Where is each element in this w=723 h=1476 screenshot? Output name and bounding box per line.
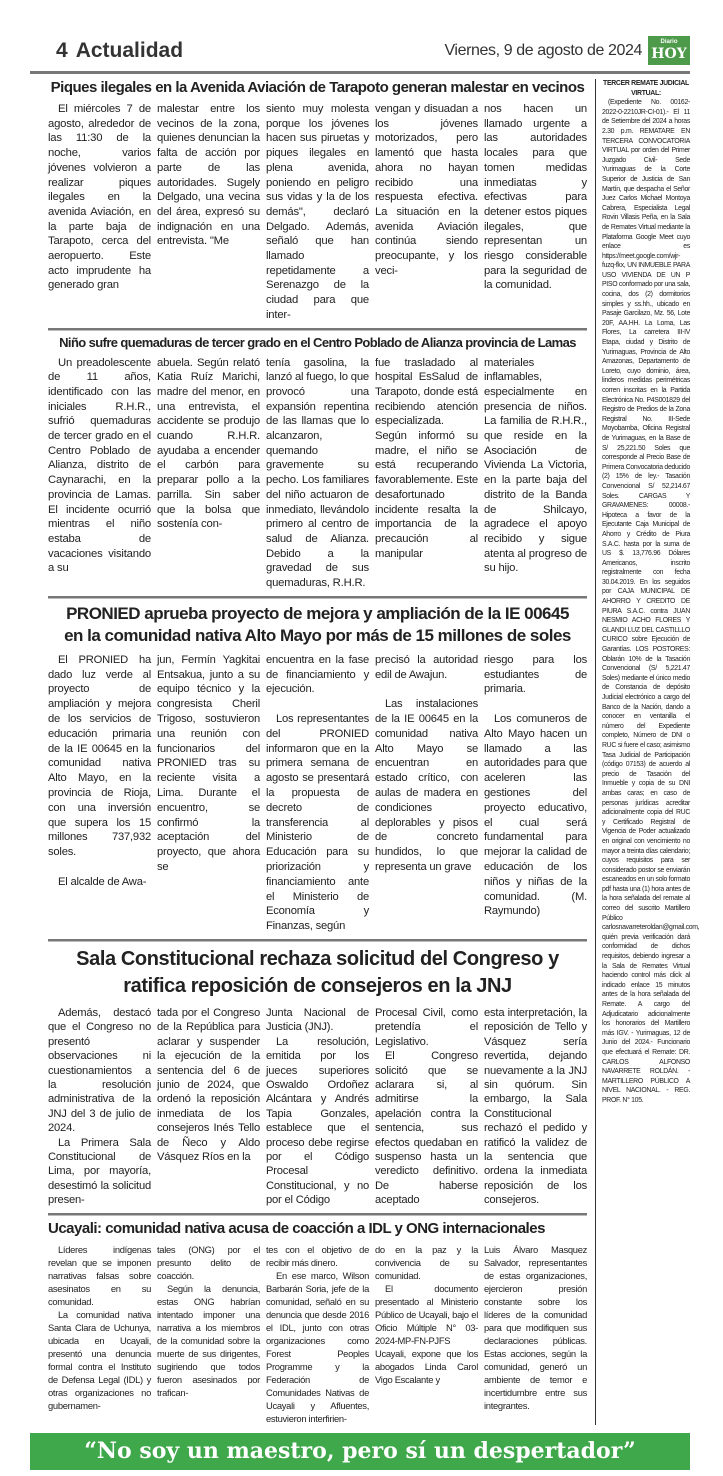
article-paragraph: Los representantes del PRONIED informaron que en la primera semana de agosto se presentará la propuesta de decreto de transferencia al Ministerio de Educación para su priorización y financiamiento ante el Ministerio de Economía y Finanzas, según xyxy=(266,712,369,933)
article-paragraph: El documento presentado al Ministerio Público de Ucayali, bajo el Oficio Múltiple N° 03-2024-MP-FN-PJFS Ucayali, expone que los abogados Linda Carol Vigo Escalante y xyxy=(375,1282,478,1385)
article-column xyxy=(157,653,260,934)
headline-line: ratifica reposición de consejeros en la JNJ xyxy=(123,974,512,997)
article-divider xyxy=(48,328,587,331)
article-column xyxy=(375,102,478,323)
article-paragraph: materiales inflamables, especialmente en presencia de niños. La familia de R.H.R., que reside en la Asociación de Vivienda La Victoria, en la parte baja del distrito de la Banda de Shilcayo, agradece el apoyo recibido y sigue atenta al progreso de su hijo. xyxy=(484,356,587,575)
article-column xyxy=(157,1243,260,1425)
section-label xyxy=(56,39,183,63)
logo-main-text: HOY xyxy=(651,46,687,62)
article-paragraph: tada por el Congreso de la República para aclarar y suspender la ejecución de la sentencia del 6 de junio de 2024, que ordenó la reposición inmediata de los consejeros Inés Tello de Ñeco y Aldo Vásquez Ríos en la xyxy=(157,1006,260,1163)
article-column xyxy=(266,356,369,591)
article-body xyxy=(48,1006,587,1208)
article-paragraph: tales (ONG) por el presunto delito de coacción. xyxy=(157,1243,260,1281)
headline-line: en la comunidad nativa Alto Mayo por más de 15 millones de soles xyxy=(64,625,571,645)
article-body xyxy=(48,653,587,934)
article-paragraph: precisó la autoridad edil de Awajun. xyxy=(375,653,478,681)
article-paragraph: Las instalaciones de la IE 00645 en la comunidad nativa Alto Mayo se encuentran en estado crítico, con aulas de madera en condiciones deplorables y pisos de concreto hundidos, lo que representa un grave xyxy=(375,698,478,873)
article-divider xyxy=(48,939,587,942)
article-paragraph: El alcalde de Awa- xyxy=(58,875,147,888)
article-body xyxy=(48,356,587,591)
article-headline xyxy=(48,946,587,1000)
article-paragraph: El PRONIED ha dado luz verde al proyecto de ampliación y mejora de los servicios de educación primaria de la IE 00645 en la comunidad nativa Alto Mayo, en la provincia de Rioja, con una inversión que supera los 15 millones 737,932 soles. xyxy=(48,653,151,859)
article-headline xyxy=(48,1220,587,1237)
article-column xyxy=(266,1243,369,1425)
article-column xyxy=(484,653,587,934)
article-paragraph: Según la denuncia, estas ONG habrían intentado imponer una narrativa a los miembros de la comunidad sobre la muerte de sus dirigentes, sugiriendo que todos fueron asesinados por trafican- xyxy=(157,1282,260,1398)
article-column xyxy=(375,356,478,591)
article-body xyxy=(48,1243,587,1425)
article-body xyxy=(48,102,587,323)
article-column xyxy=(375,1243,478,1425)
article-column xyxy=(266,653,369,934)
article-headline xyxy=(48,79,587,96)
article-paragraph: Además, destacó que el Congreso no presentó observaciones ni cuestionamientos a la resolución administrativa de la JNJ del 3 de julio de 2024. xyxy=(48,1006,151,1135)
articles-area xyxy=(30,79,595,1425)
headline-line: PRONIED aprueba proyecto de mejora y ampliación de la IE 00645 xyxy=(66,603,569,623)
legal-notice-body: (Expediente No. 00162-2022-0-2210JR-CI-01).- El 11 de Setiembre del 2024 a horas 2.30 p.m. REMATARE EN TERCERA CONVOCATORIA VIRTUAL por orden del Primer Juzgado Civil- Sede Yurimaguas de la Corte Superior de Justicia de San Martín, que despacha el Señor Juez Carlos Michael Montoya Cabrera, Especialista Legal Rovin Villasis Peña, en la Sala de Remates Virtual mediante la Plataforma Google Meet cuyo enlace es https://meet.google.com/wjr-fuzq-fkx, UN INMUEBLE PARA USO VIVIENDA DE UN P PISO conformado por una sala, cocina, dos (2) dormitorios simples y ss.hh., ubicado en Pasaje Garcilazo, Mz. 56, Lote 20F, AA.HH. La Loma, Las Flores, La carretera III-IV Etapa, ciudad y Distrito de Yurimaguas, Provincia de Alto Amazonas, Departamento de Loreto, cuyo dominio, área, linderos medidas perimétricas corren inscritas en la Partida Electrónica No. P4S001829 del Registro de Predios de la Zona Registral No. III-Sede Moyobamba, Oficina Registral de Yurimaguas, en la Base de S/ 25,221.50 Soles que corresponde al Precio Base de Primera Convocatoria deducido (2) 15% de ley.- Tasación Convencional S/ 52,214.67 Soles. CARGAS Y GRAVAMENES: 00008.- Hipoteca a favor de la Ejecutante Caja Municipal de Ahorro y Crédito de Piura S.A.C. hasta por la suma de US $. 13,776.96 Dólares Americanos, inscrito registralmente con fecha 30.04.2019. En los seguidos por CAJA MUNICIPAL DE AHORRO Y CREDITO DE PIURA S.A.C. contra JUAN NESMIO ACHO FLORES Y GLANDI LUZ DEL CASTILLLO CURICO sobre Ejecución de Garantías. LOS POSTORES: Oblarán 10% de la Tasación Convencional (S/ 5,221.47 Soles) mediante el único medio de Constancia de depósito Judicial electrónico a cargo del Banco de la Nación, dando a conocer en ventanilla el número del Expediente completo, Número de DNI o RUC si fuere el caso; asimismo Tasa Judicial de Participación (código 07153) de acuerdo al precio de Tasación del Inmueble y copia de su DNI ambas caras; en caso de personas jurídicas acreditar adicionalmente copia del RUC y Certificado Registral de Vigencia de Poder actualizado en original con vencimiento no mayor a treinta días calendario; cuyos requisitos para ser considerado postor se enviarán escaneados en un solo formato pdf hasta una (1) hora antes de la hora señalada del remate al correo del suscrito Martillero Público carlosnavarreteroldan@gmail.com, quién previa verificación dará conformidad de dichos requisitos, debiendo ingresar a la Sala de Remates Virtual haciendo control más click al indicado enlace 15 minutos antes de la hora señalada del Remate. A cargo del Adjudicatario adicionalmente los honorarios del Martillero más IGV. - Yurimaguas, 12 de Junio del 2024.- Funcionario que efectuará el Remate: DR. CARLOS ALFONSO NAVARRETE ROLDÁN. - MARTILLERO PÚBLICO A NIVEL NACIONAL. - REG. PROF. N° 105. xyxy=(602,99,700,1104)
article-column xyxy=(375,1006,478,1208)
article-column xyxy=(484,1006,587,1208)
article-paragraph: El miércoles 7 de agosto, alrededor de las 11:30 de la noche, varios jóvenes volvieron a realizar piques ilegales en la avenida Aviación, en la parte baja de Tarapoto, cerca del aeropuerto. Este acto imprudente ha generado gran xyxy=(48,103,151,292)
article-paragraph: Líderes indígenas revelan que se imponen narrativas falsas sobre asesinatos en su comunidad. xyxy=(48,1243,151,1307)
article-paragraph: tes con el objetivo de recibir más dinero. xyxy=(266,1243,369,1268)
article-column xyxy=(484,356,587,591)
article-divider xyxy=(48,1213,587,1216)
article-paragraph: nos hacen un llamado urgente a las autoridades locales para que tomen medidas inmediatas y efectivas para detener estos piques ilegales, que representan un riesgo considerable para la seguridad de la comunidad. xyxy=(484,103,587,292)
headline-line: Sala Constitucional rechaza solicitud del Congreso y xyxy=(76,947,559,970)
article-column xyxy=(48,653,151,934)
article-column xyxy=(48,1006,151,1208)
article-paragraph: Junta Nacional de Justicia (JNJ). xyxy=(266,1006,369,1034)
article-headline xyxy=(48,603,587,647)
article-column xyxy=(48,102,151,323)
article-column xyxy=(48,1243,151,1425)
article-column xyxy=(484,1243,587,1425)
article-column xyxy=(484,102,587,323)
legal-notice-title: TERCER REMATE JUDICIAL VIRTUAL: xyxy=(603,80,689,97)
article-column xyxy=(157,356,260,591)
article-column xyxy=(266,1006,369,1208)
quote-banner: “No soy un maestro, pero sí un despertador” xyxy=(30,1433,690,1470)
headline-line: Ucayali: comunidad nativa acusa de coacción a IDL y ONG internacionales xyxy=(48,1219,545,1237)
article-divider xyxy=(48,596,587,599)
headline-line: Piques ilegales en la Avenida Aviación de Tarapoto generan malestar en vecinos xyxy=(50,79,585,96)
article-paragraph: fue trasladado al hospital EsSalud de Tarapoto, donde está recibiendo atención especializada. Según informó su madre, el niño se está recuperando favorablemente. Este desafortunado incidente resalta la importancia de la precaución al manipular xyxy=(375,356,478,560)
article-column xyxy=(266,102,369,323)
article-paragraph: tenía gasolina, la lanzó al fuego, lo que provocó una expansión repentina de las llamas que lo alcanzaron, quemando gravemente su pecho. Los familiares del niño actuaron de inmediato, llevándolo primero al centro de salud de Alianza. Debido a la gravedad de sus quemaduras, R.H.R. xyxy=(266,356,370,590)
logo-top-text: Diario xyxy=(660,39,678,45)
article-paragraph: Un preadolescente de 11 años, identificado con las iniciales R.H.R., sufrió quemaduras de tercer grado en el Centro Poblado de Alianza, distrito de Caynarachi, en la provincia de Lamas. El incidente ocurrió mientras el niño estaba de vacaciones visitando a su xyxy=(48,356,151,575)
article-paragraph: do en la paz y la convivencia de su comunidad. xyxy=(375,1243,478,1281)
article-paragraph: En ese marco, Wilson Barbarán Soria, jefe de la comunidad, señaló en su denuncia que desde 2016 el IDL, junto con otras organizaciones como Forest Peoples Programme y la Federación de Comunidades Nativas de Ucayali y Afluentes, estuvieron interfirien- xyxy=(266,1269,369,1424)
header-divider xyxy=(30,71,690,74)
main-content xyxy=(30,79,700,1425)
article-paragraph: Los comuneros de Alto Mayo hacen un llamado a las autoridades para que aceleren las gestiones del proyecto educativo, el cual será fundamental para mejorar la calidad de educación de los niños y niñas de la comunidad. (M. Raymundo) xyxy=(484,712,587,918)
page-number: 4 xyxy=(56,38,68,62)
legal-notice xyxy=(595,79,700,1425)
article-paragraph: La Primera Sala Constitucional de Lima, por mayoría, desestimó la solicitud presen- xyxy=(48,1136,151,1207)
article-paragraph: encuentra en la fase de financiamiento y ejecución. xyxy=(266,653,369,696)
headline-line: Niño sufre quemaduras de tercer grado en el Centro Poblado de Alianza provincia de Lamas xyxy=(59,334,576,350)
article-paragraph: La comunidad nativa Santa Clara de Uchunya, ubicada en Ucayali, presentó una denuncia formal contra el Instituto de Defensa Legal (IDL) y otras organizaciones no gubernamen- xyxy=(48,1308,151,1411)
article-paragraph: Luis Álvaro Masquez Salvador, representantes de estas organizaciones, ejercieron presión constante sobre los líderes de la comunidad para que modifiquen sus declaraciones públicas. Estas acciones, según la comunidad, generó un ambiente de temor e incertidumbre entre sus integrantes. xyxy=(484,1243,587,1411)
article-column xyxy=(157,102,260,323)
article-column xyxy=(375,653,478,934)
article-column xyxy=(48,356,151,591)
article-paragraph: La resolución, emitida por los jueces superiores Oswaldo Ordoñez Alcántara y Andrés Tapia Gonzales, establece que el proceso debe regirse por el Código Procesal Constitucional, y no por el Código xyxy=(266,1035,369,1207)
article-headline xyxy=(48,335,587,350)
newspaper-logo xyxy=(648,36,690,65)
article-paragraph: esta interpretación, la reposición de Tello y Vásquez sería revertida, dejando nuevamente a la JNJ sin quórum. Sin embargo, la Sala Constitucional rechazó el pedido y ratificó la validez de la sentencia que ordena la inmediata reposición de los consejeros. xyxy=(484,1006,587,1207)
page-header xyxy=(30,36,690,69)
article-paragraph: vengan y disuadan a los jóvenes motorizados, pero lamentó que hasta ahora no hayan recibido una respuesta efectiva. La situación en la avenida Aviación continúa siendo preocupante, y los veci- xyxy=(375,103,478,277)
article-paragraph: riesgo para los estudiantes de primaria. xyxy=(484,653,587,696)
issue-date: Viernes, 9 de agosto de 2024 xyxy=(444,41,642,59)
article-paragraph: Procesal Civil, como pretendía el Legislativo. xyxy=(375,1006,478,1048)
article-paragraph: jun, Fermín Yagkitai Entsakua, junto a su equipo técnico y la congresista Cheril Trigoso, sostuvieron una reunión con funcionarios del PRONIED tras su reciente visita a Lima. Durante el encuentro, se confirmó la aceptación del proyecto, que ahora se xyxy=(157,653,260,873)
article-paragraph: siento muy molesta porque los jóvenes hacen sus piruetas y piques ilegales en plena avenida, poniendo en peligro sus vidas y la de los demás", declaró Delgado. Además, señaló que han llamado repetidamente a Serenazgo de la ciudad para que inter- xyxy=(266,103,369,321)
header-right xyxy=(444,36,690,65)
article-column xyxy=(157,1006,260,1208)
article-paragraph: El Congreso solicitó que se aclarara si, al admitirse la apelación contra la sentencia, sus efectos quedaban en suspenso hasta un veredicto definitivo. De haberse aceptado xyxy=(375,1050,478,1207)
article-paragraph: abuela. Según relató Katia Ruíz Marichi, madre del menor, en una entrevista, el accidente se produjo cuando R.H.R. ayudaba a encender el carbón para preparar pollo a la parrilla. Sin saber que la bolsa que sostenía con- xyxy=(157,356,260,531)
article-paragraph: malestar entre los vecinos de la zona, quienes denuncian la falta de acción por parte de las autoridades. Sugely Delgado, una vecina del área, expresó su indignación en una entrevista. "Me xyxy=(157,103,260,248)
section-title: Actualidad xyxy=(75,38,184,62)
